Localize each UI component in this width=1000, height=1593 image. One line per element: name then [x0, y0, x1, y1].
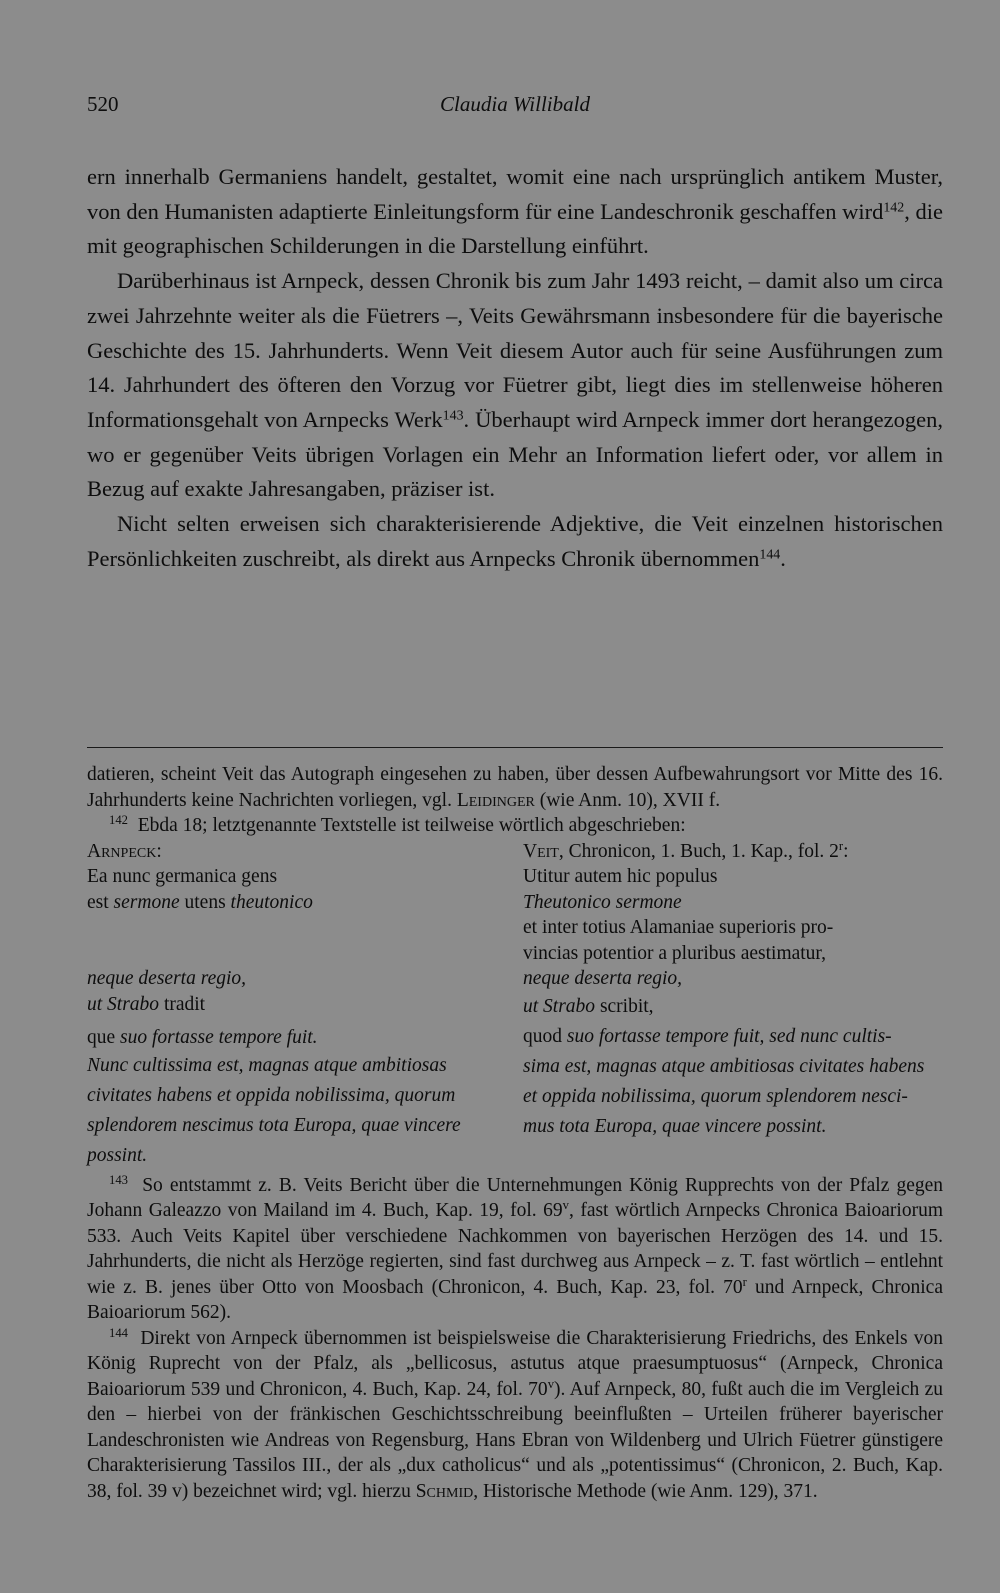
footnote-144 [87, 1326, 943, 1505]
footnote-number: 142 [109, 813, 128, 828]
text-run: . Überhaupt wird Arnpeck immer dort herangezogen, wo er gegenüber Veits übrigen Vorlagen ein Mehr an Information liefert oder, vor allem in Bezug auf exakte Jahresangaben, präziser ist. [87, 406, 943, 502]
footnote-143 [87, 1173, 943, 1326]
column-veit [523, 839, 943, 1171]
text-run: , Historische Methode (wie Anm. 129), 371. [473, 1480, 818, 1502]
quote-line: neque deserta regio, [523, 968, 683, 989]
quote-line: et inter totius Alamaniae superioris pro- [523, 917, 834, 938]
quote-line: Ea nunc germanica gens [87, 866, 278, 887]
page-number: 520 [87, 92, 119, 116]
quote-line: civitates habens et oppida nobilissima, quorum [87, 1084, 456, 1106]
text-run: , Chronicon, 1. Buch, 1. Kap., fol. 2 [558, 840, 839, 862]
footnote-separator [87, 747, 943, 748]
text-run: est [87, 891, 114, 913]
footnotes [87, 762, 943, 1504]
quote-line: possint. [87, 1144, 148, 1166]
footnote-ref-142: 142 [883, 200, 905, 216]
paragraph-3 [87, 507, 943, 576]
text-run: datieren, scheint Veit das Autograph eingesehen zu haben, über dessen Aufbewahrungsort vor Mitte des 16. Jahrhunderts keine Nachrichten vorliegen, vgl. [87, 764, 943, 811]
quote-line: mus tota Europa, quae vincere possint. [523, 1115, 827, 1137]
quote-line: Nunc cultissima est, magnas atque ambitiosas [87, 1054, 447, 1076]
text-run: sermone [113, 891, 180, 913]
text-run: ). Auf Arnpeck, 80, fußt auch die im Vergleich zu den – hierbei von der fränkischen Geschichtsschreibung beeinflußten – Urteilen früherer bayerischer Landeschronisten wie Andreas von Regensburg, Hans Ebran von Wildenberg und Ulrich Füetrer günstigere Charakterisierung Tassilos III., der als „dux catholicus“ und als „potentissimus“ (Chronicon, 2. Buch, Kap. 38, fol. 39 v) bezeichnet wird; vgl. hierzu [87, 1378, 943, 1502]
text-run: tradit [159, 993, 206, 1015]
text-run: : [843, 840, 849, 862]
author-name: Leidinger [456, 789, 535, 811]
folio-sup: v [562, 1198, 569, 1213]
text-run: quod [523, 1025, 567, 1047]
text-run: , die mit geographischen Schilderungen in die Darstellung einführt. [87, 198, 943, 259]
footnote-continuation [87, 762, 943, 813]
comparison-columns [87, 839, 943, 1171]
running-header [87, 92, 943, 122]
quote-line: neque deserta regio, [87, 968, 247, 989]
text-run: suo fortasse tempore fuit, sed nunc cultis- [566, 1025, 892, 1047]
quote-line: splendorem nescimus tota Europa, quae vincere [87, 1114, 461, 1136]
footnote-text: Ebda 18; letztgenannte Textstelle ist teilweise wörtlich abgeschrieben: [137, 815, 686, 836]
spacer [87, 915, 517, 966]
paragraph-1 [87, 160, 943, 264]
main-text [87, 160, 943, 576]
column-arnpeck [87, 839, 517, 1171]
text-run: (wie Anm. 10), XVII f. [534, 789, 721, 811]
text-run: Direkt von Arnpeck übernommen ist beispielsweise die Charakterisierung Friedrichs, des Enkels von König Ruprecht von der Pfalz, als „bellicosus, astutus atque praesumptuosus“ (Arnpeck, Chronica Baioariorum 539 und Chronicon, 4. Buch, Kap. 24, fol. 70 [87, 1327, 944, 1400]
folio-sup: v [547, 1376, 555, 1391]
text-run: und Arnpeck, Chronica Baioariorum 562). [87, 1276, 943, 1323]
spacer [87, 1017, 517, 1025]
text-run: Nicht selten erweisen sich charakterisierende Adjektive, die Veit einzelnen historischen Persönlichkeiten zuschreibt, als direkt aus Arnpecks Chronik übernommen [87, 511, 943, 571]
text-run: ut Strabo [87, 993, 160, 1015]
footnote-ref-144: 144 [759, 547, 781, 563]
text-run: ut Strabo [523, 995, 596, 1017]
footnote-142 [87, 813, 943, 839]
quote-line: et oppida nobilissima, quorum splendorem nesci- [523, 1085, 908, 1107]
text-run: theutonico [230, 891, 313, 913]
footnote-ref-143: 143 [442, 408, 464, 424]
text-run: Darüberhinaus ist Arnpeck, dessen Chronik bis zum Jahr 1493 reicht, – damit also um circa zwei Jahrzehnte weiter als die Füetrers –, Veits Gewährsmann insbesondere für die bayerische Geschichte des 15. Jahrhunderts. Wenn Veit diesem Autor auch für seine Ausführungen zum 14. Jahrhundert des öfteren den Vorzug vor Füetrer gibt, liegt dies im stellenweise höheren Informationsgehalt von Arnpecks Werk [87, 268, 943, 432]
quote-line [87, 890, 517, 916]
text-run: utens [179, 891, 231, 913]
footnote-number: 144 [109, 1325, 128, 1340]
running-title: Claudia Willibald [440, 92, 590, 116]
text-run: ern innerhalb Germaniens handelt, gestaltet, womit eine nach ursprünglich antikem Muster, von den Humanisten adaptierte Einleitungsform für eine Landeschronik geschaffen wird [87, 164, 943, 224]
paragraph-2 [87, 264, 943, 507]
text-run: So entstammt z. B. Veits Bericht über die Unternehmungen König Rupprechts von der Pfalz gegen Johann Galeazzo von Mailand im 4. Buch, Kap. 19, fol. 69 [87, 1174, 944, 1221]
quote-line [523, 992, 943, 1022]
text-run: , fast wörtlich Arnpecks Chronica Baioariorum 533. Auch Veits Kapitel über verschiedene Nachkommen von bayerischen Herzögen des 14. und 15. Jahrhunderts, die nicht als Herzöge regierten, sind fast durchweg aus Arnpeck – z. T. fast wörtlich – entlehnt wie z. B. jenes über Otto von Moosbach (Chronicon, 4. Buch, Kap. 23, fol. 70 [87, 1200, 943, 1298]
column-heading [523, 839, 943, 865]
column-heading: Arnpeck: [87, 840, 162, 862]
quote-line [523, 1022, 943, 1052]
folio-sup: r [838, 838, 844, 853]
text-run: . [780, 545, 786, 571]
author-name: Veit [523, 840, 559, 862]
quote-line: Utitur autem hic populus [523, 866, 718, 887]
author-name: Schmid [415, 1480, 474, 1502]
folio-sup: r [742, 1274, 747, 1289]
text-run: scribit, [595, 995, 654, 1017]
text-run: que [87, 1027, 121, 1048]
quote-line: vincias potentior a pluribus aestimatur, [523, 942, 827, 964]
quote-line [87, 1025, 517, 1051]
text-run: suo fortasse tempore fuit. [120, 1027, 318, 1048]
quote-line: sima est, magnas atque ambitiosas civitates habens [523, 1055, 925, 1077]
quote-line [87, 992, 517, 1018]
footnote-number: 143 [109, 1172, 128, 1187]
quote-line: Theutonico sermone [523, 891, 682, 913]
